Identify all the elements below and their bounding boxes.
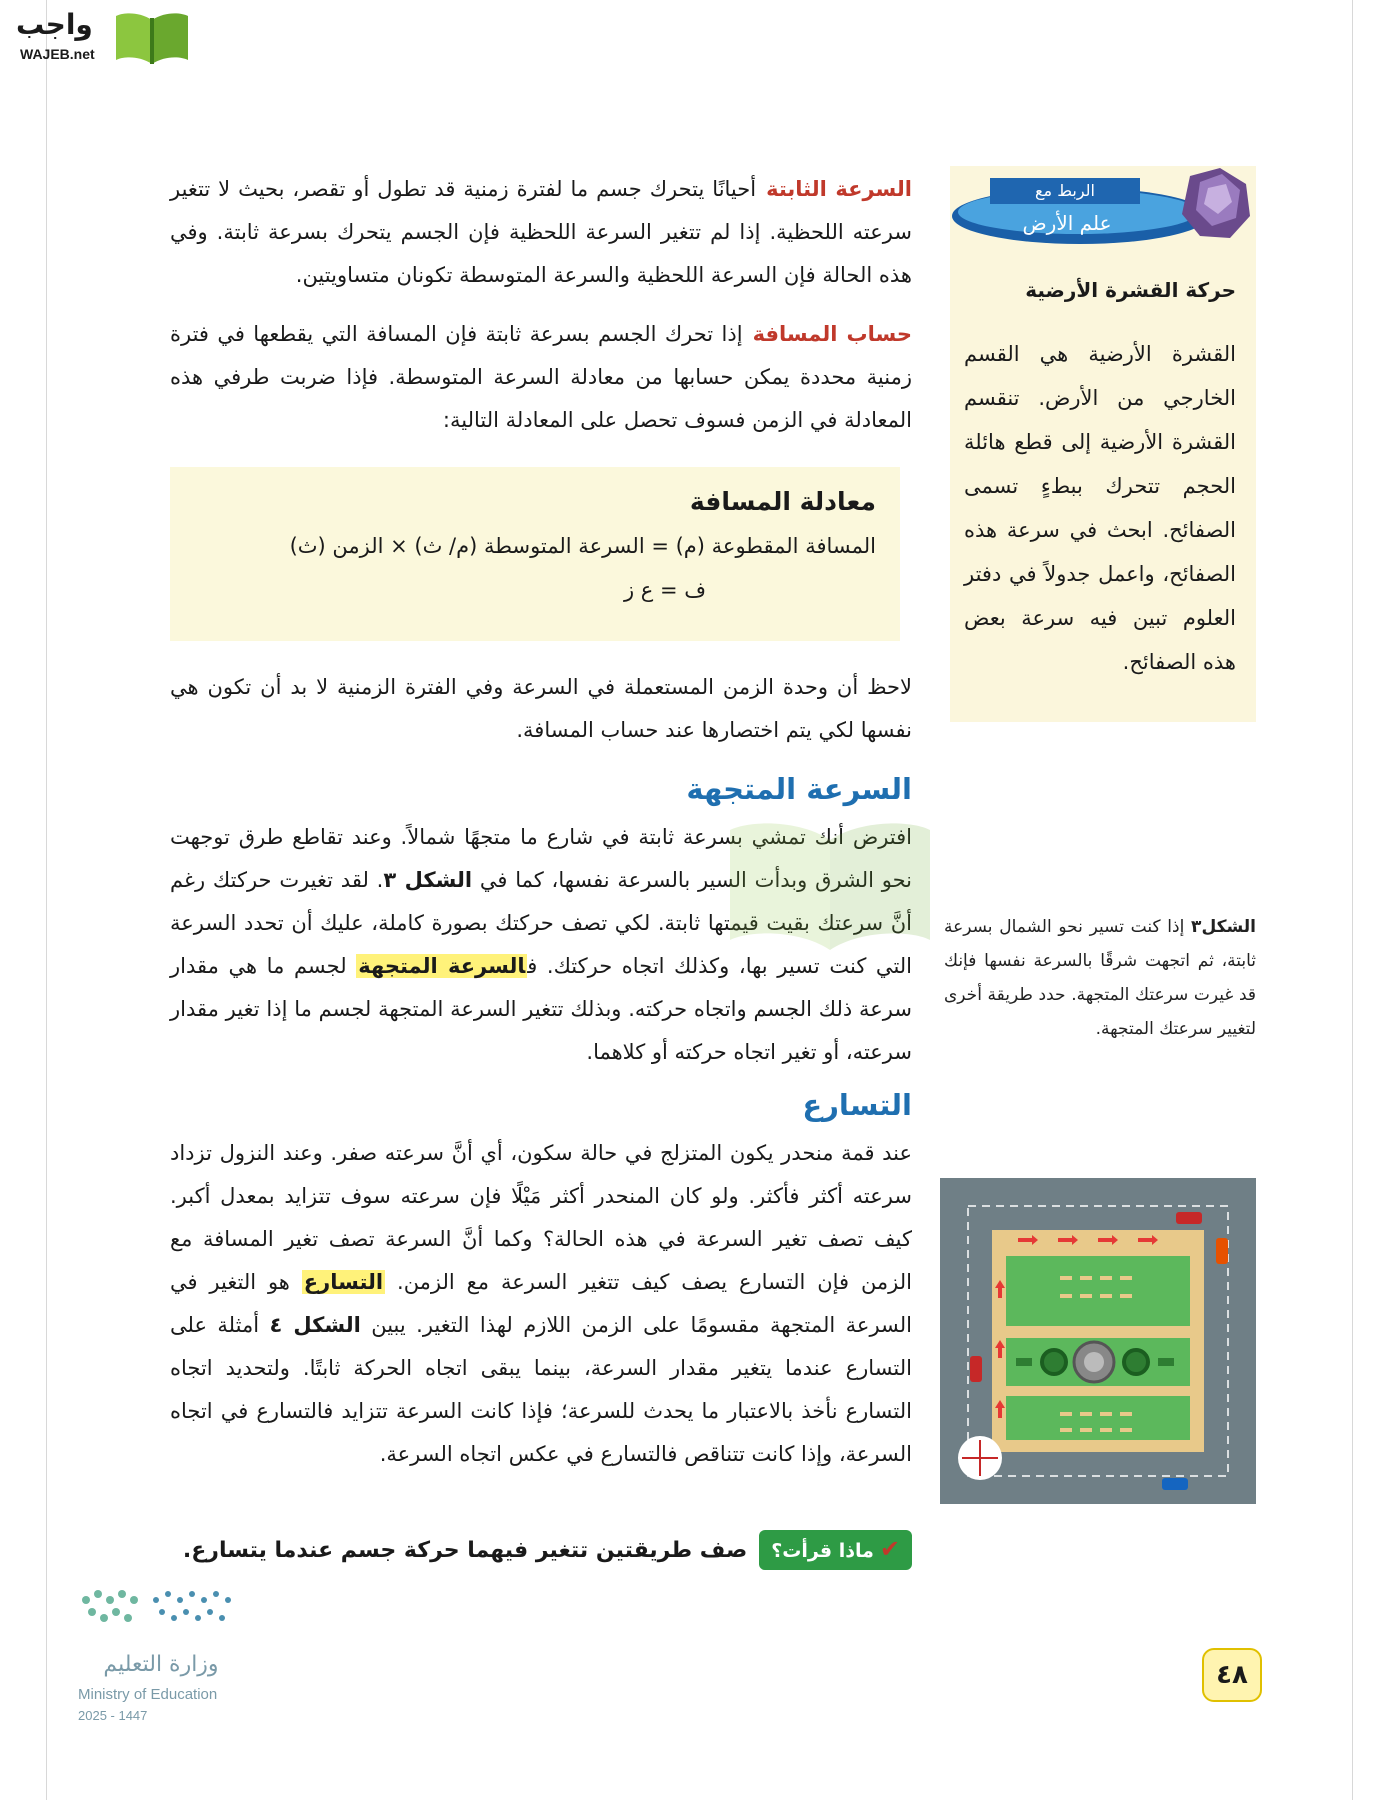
sidebar-title: حركة القشرة الأرضية <box>1025 278 1236 302</box>
equation-title: معادلة المسافة <box>689 487 876 516</box>
heading-acceleration: التسارع <box>802 1088 912 1122</box>
ministry-emblem-icon <box>76 1580 246 1650</box>
keyword-distance: حساب المسافة <box>752 322 912 346</box>
what-did-you-read <box>170 1530 912 1570</box>
constant-speed-text: أحيانًا يتحرك جسم ما لفترة زمنية قد تطول أو تقصر، بحيث لا تتغير سرعته اللحظية. إذا لم تتغير السرعة اللحظية فإن الجسم يتحرك بسرعة ثابتة. وفي هذه الحالة فإن السرعة اللحظية والسرعة المتوسطة تكونان متساويتين. <box>170 177 912 287</box>
main-column-lower <box>170 666 912 1476</box>
figure-3-text: إذا كنت تسير نحو الشمال بسرعة ثابتة، ثم اتجهت شرقًا بالسرعة نفسها فإنك قد غيرت سرعتك المتجهة. حدد طريقة أخرى لتغيير سرعتك المتجهة. <box>944 917 1256 1039</box>
ministry-year: 2025 - 1447 <box>78 1708 148 1723</box>
paragraph-acceleration <box>170 1132 912 1476</box>
what-read-badge <box>759 1530 912 1570</box>
paragraph-distance <box>170 313 912 442</box>
distance-text: إذا تحرك الجسم بسرعة ثابتة فإن المسافة التي يقطعها في فترة زمنية محددة يمكن حسابها من معادلة السرعة المتوسطة. فإذا ضربت طرفي هذه المعادلة في الزمن فسوف تحصل على المعادلة التالية: <box>170 322 912 432</box>
what-read-question: صف طريقتين تتغير فيهما حركة جسم عندما يتسارع. <box>182 1538 748 1563</box>
equation-line: المسافة المقطوعة (م) = السرعة المتوسطة (م/ ث) × الزمن (ث) <box>289 534 876 558</box>
logo-text: واجب <box>16 8 93 41</box>
paragraph-time-unit: لاحظ أن وحدة الزمن المستعملة في السرعة وفي الفترة الزمنية لا بد أن تكون هي نفسها لكي يتم اختصارها عند حساب المسافة. <box>170 675 912 742</box>
ministry-name-ar: وزارة التعليم <box>103 1652 219 1677</box>
sidebar-label-bottom: علم الأرض <box>1022 211 1112 235</box>
equation-short: ف = ع ز <box>623 578 706 602</box>
accel-text-c: أمثلة على التسارع عندما يتغير مقدار السرعة، بينما يبقى اتجاه الحركة ثابتًا. ولتحديد اتجاه التسارع نأخذ بالاعتبار ما يحدث للسرعة؛ فإذا كانت السرعة تتزايد فالتسارع في اتجاه السرعة، وإذا كانت تتناقص فالتسارع في عكس اتجاه السرعة. <box>170 1313 912 1466</box>
sidebar-text: القشرة الأرضية هي القسم الخارجي من الأرض. تنقسم القشرة الأرضية إلى قطع هائلة الحجم تتحرك ببطءٍ تسمى الصفائح. ابحث في سرعة هذه الصفائح، واعمل جدولاً في دفتر العلوم تبين فيه سرعة بعض هذه الصفائح. <box>964 342 1236 674</box>
what-read-badge-text: ماذا قرأت؟ <box>771 1540 874 1562</box>
distance-equation-box <box>170 467 900 641</box>
accel-fig-ref: الشكل ٤ <box>269 1313 361 1337</box>
keyword-constant-speed: السرعة الثابتة <box>766 177 912 201</box>
velocity-fig-ref: الشكل ٣ <box>383 868 473 892</box>
check-icon: ✔ <box>879 1535 900 1563</box>
highlight-acceleration: التسارع <box>303 1270 384 1294</box>
velocity-text-c: لجسم ما هي مقدار سرعة ذلك الجسم واتجاه حركته. وبذلك تتغير السرعة المتجهة لجسم ما إذا تغير مقدار سرعته، أو تغير اتجاه حركته أو كلاهما. <box>170 954 912 1064</box>
connection-sidebar <box>950 166 1256 722</box>
ministry-name-en: Ministry of Education <box>78 1686 218 1703</box>
page-number: ٤٨ <box>1202 1648 1262 1702</box>
velocity-text-a: افترض أنك تمشي بسرعة ثابتة في شارع ما متجهًا شمالاً. وعند تقاطع طرق توجهت نحو الشرق وبدأت السير بالسرعة نفسها، كما في <box>170 825 912 892</box>
figure-3-caption <box>944 910 1256 1046</box>
sidebar-label-top: الربط مع <box>990 178 1140 204</box>
ministry-logo <box>76 1580 256 1730</box>
accel-text-b: هو التغير في السرعة المتجهة مقسومًا على الزمن اللازم لهذا التغير. يبين <box>170 1270 912 1337</box>
accel-text-a: عند قمة منحدر يكون المتزلج في حالة سكون، أي أنَّ سرعته صفر. وعند النزول تزداد سرعته أكثر فأكثر. ولو كان المنحدر أكثر مَيْلًا فإن سرعته سوف تتزايد بمعدل أكبر. كيف تصف تغير السرعة في هذه الحالة؟ وكما أنَّ السرعة تصف تغير المسافة مع الزمن فإن التسارع يصف كيف تتغير السرعة مع الزمن. <box>170 1141 912 1294</box>
street-block-diagram <box>940 1178 1256 1504</box>
highlight-velocity: السرعة المتجهة <box>358 954 526 978</box>
heading-velocity: السرعة المتجهة <box>686 772 912 806</box>
main-column <box>170 168 912 442</box>
paragraph-constant-speed <box>170 168 912 297</box>
logo-subtext: WAJEB.net <box>20 46 95 62</box>
book-icon <box>112 8 192 64</box>
left-margin-line <box>46 0 47 1800</box>
figure-3-label: الشكل٣ <box>1191 917 1257 937</box>
velocity-text-b: . لقد تغيرت حركتك رغم أنَّ سرعتك بقيت قيمتها ثابتة. لكي تصف حركتك بصورة كاملة، عليك أن تحدد السرعة التي كنت تسير بها، وكذلك اتجاه حركتك. ف <box>170 868 913 978</box>
wajeb-logo[interactable] <box>8 4 188 68</box>
watermark-logo <box>700 810 960 960</box>
right-margin-line <box>1352 0 1353 1800</box>
